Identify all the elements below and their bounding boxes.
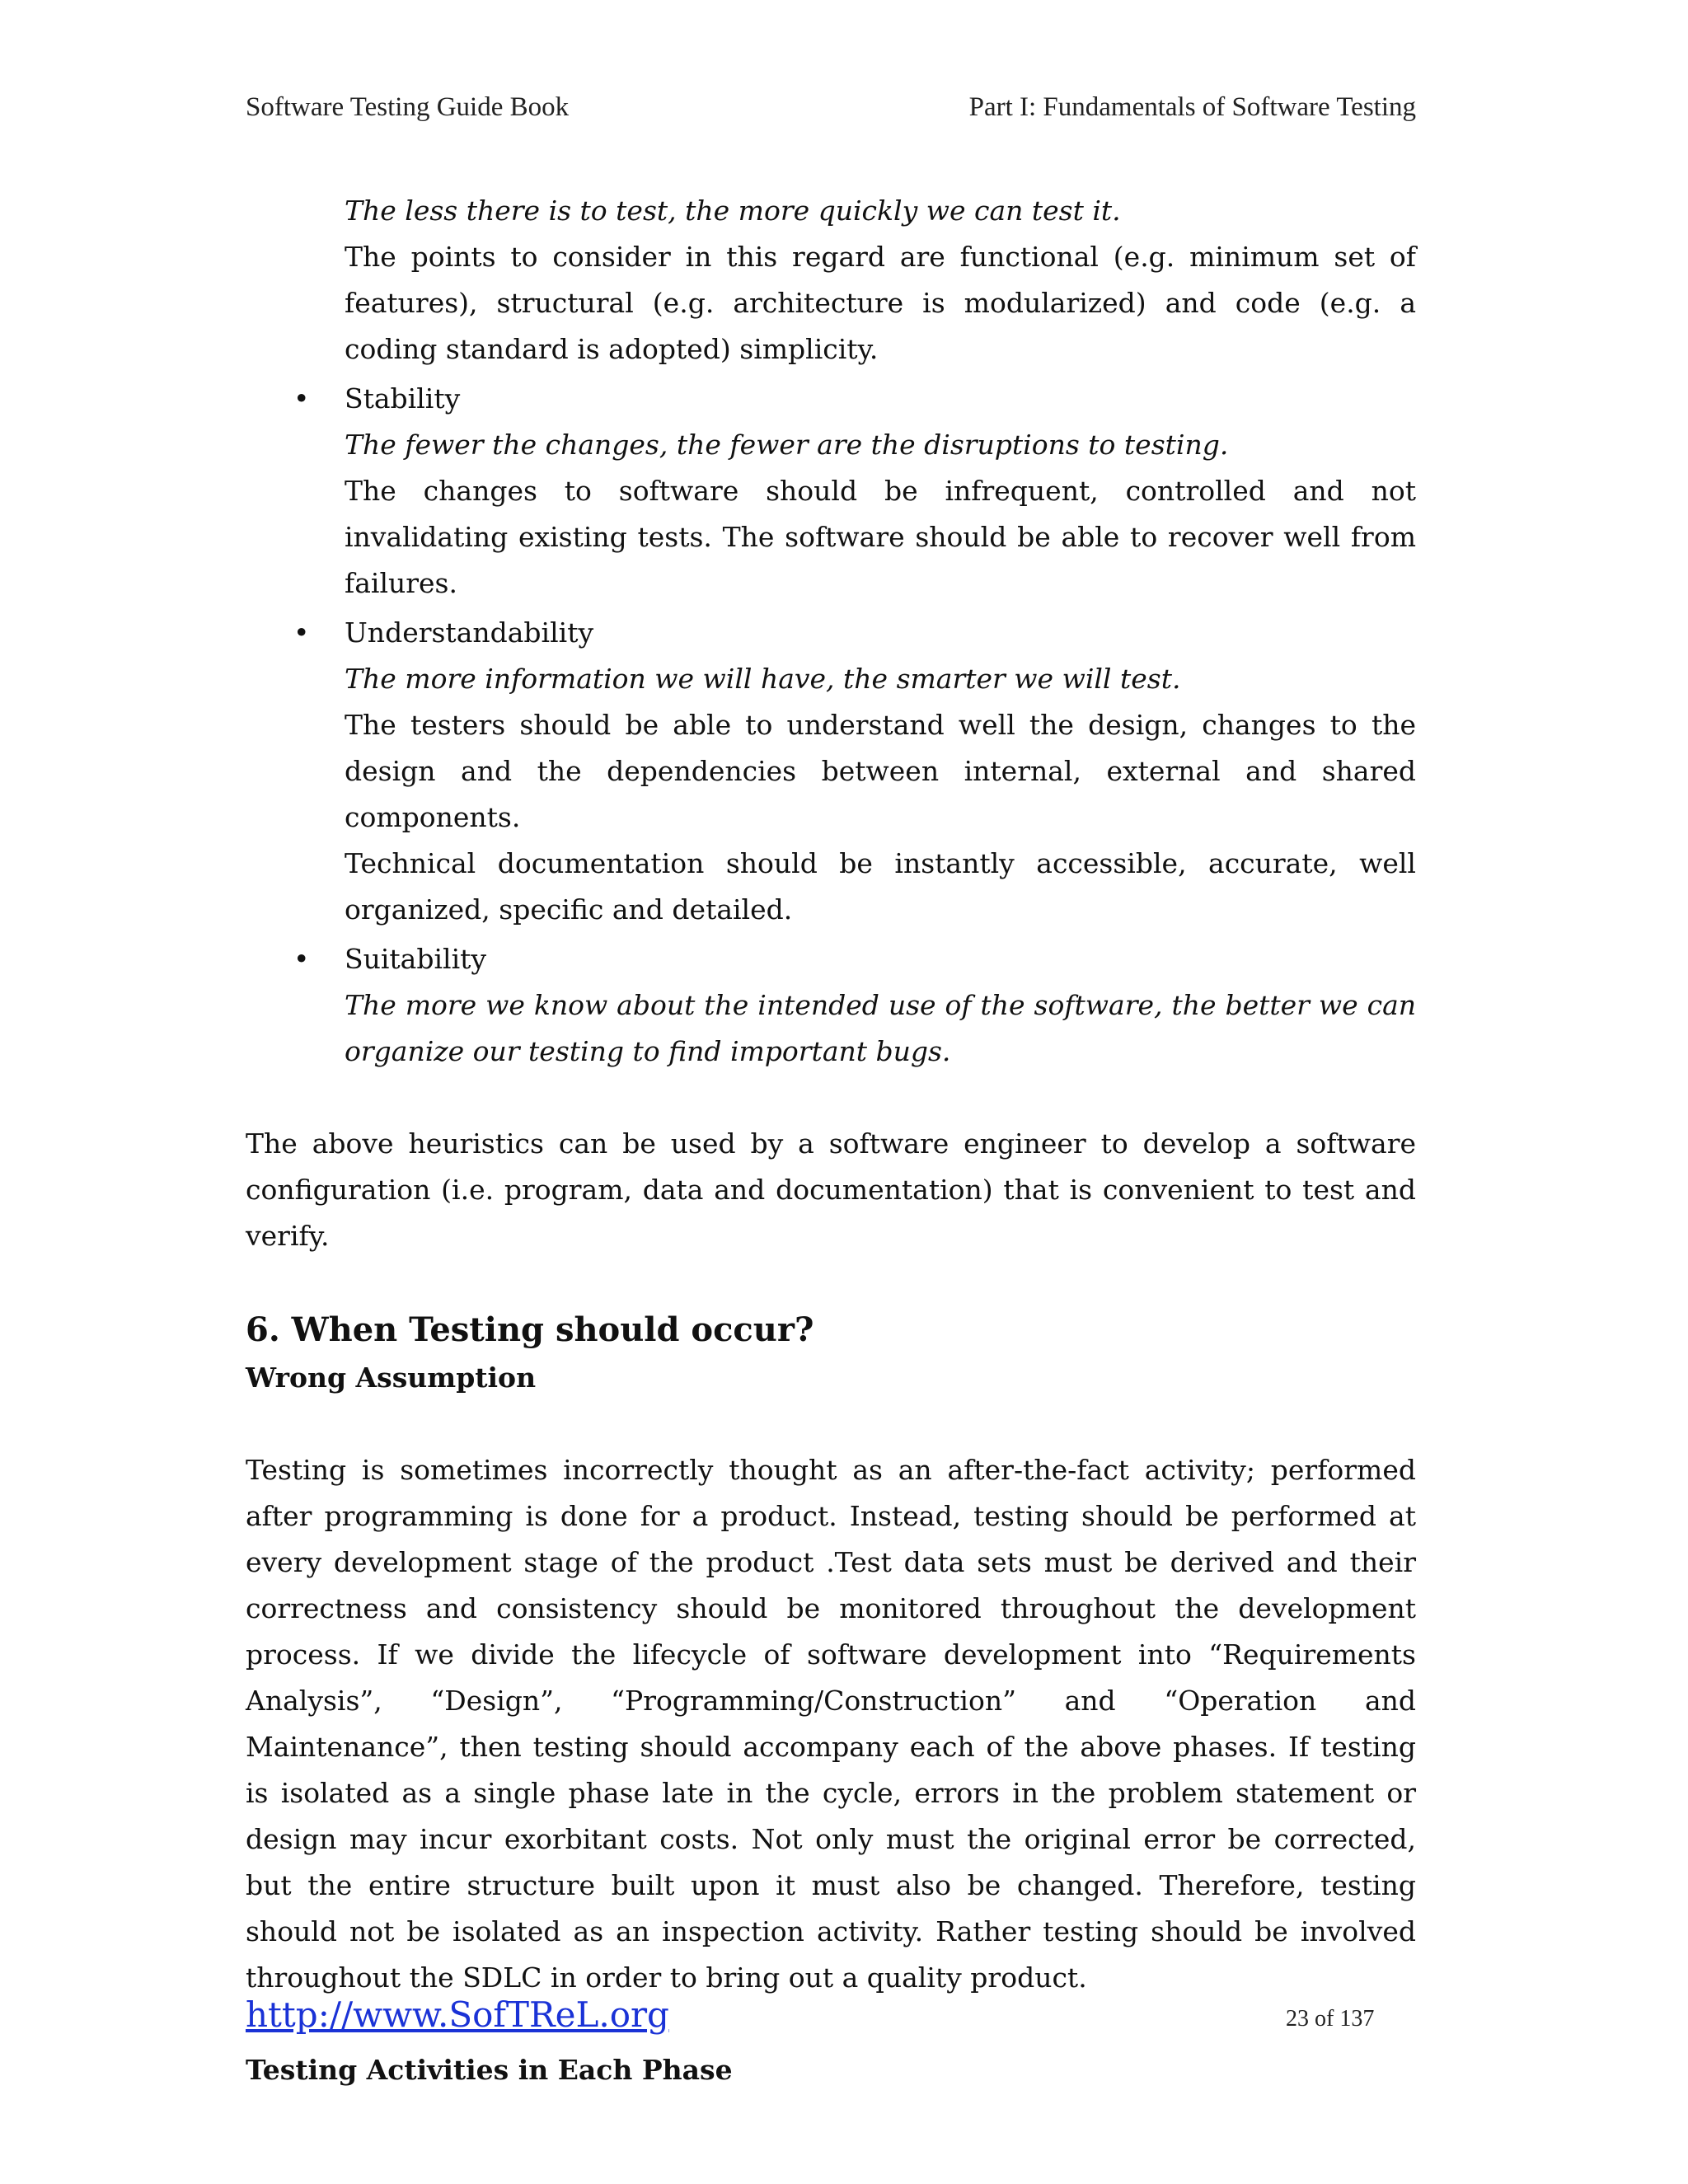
bullet-paragraph: The testers should be able to understand well the design, changes to the design and the dependencies between internal, external and shared components. [345, 709, 1416, 833]
header-book-title: Software Testing Guide Book [246, 92, 570, 122]
list-item-suitability [246, 936, 1416, 1075]
section-heading: 6. When Testing should occur? [246, 1310, 814, 1349]
page-content [246, 188, 1416, 2093]
list-item-stability [246, 376, 1416, 607]
heuristics-paragraph: The above heuristics can be used by a software engineer to develop a software configuration (i.e. program, data and documentation) that is convenient to test and verify. [246, 1127, 1416, 1252]
spacer [246, 1259, 1416, 1305]
header-part-title: Part I: Fundamentals of Software Testing [968, 92, 1416, 122]
spacer [246, 1401, 1416, 1447]
footer-website-link[interactable]: http://www.SofTReL.org [246, 1994, 669, 2035]
section-subheading: Wrong Assumption [246, 1361, 537, 1394]
simplicity-text: The points to consider in this regard are functional (e.g. minimum set of features), structural (e.g. architecture is modularized) and code (e.g. a coding standard is adopted) simplicity. [345, 241, 1416, 365]
section-subheading-2: Testing Activities in Each Phase [246, 2054, 733, 2086]
bullet-paragraph: Technical documentation should be instantly accessible, accurate, well organized, specific and detailed. [345, 847, 1416, 926]
page-number: 23 of 137 [1286, 2006, 1375, 2032]
simplicity-quote: The less there is to test, the more quickly we can test it. [345, 194, 1121, 227]
section-paragraph: Testing is sometimes incorrectly thought as an after-the-fact activity; performed after programming is done for a product. Instead, testing should be performed at every development stage of the product .Test data sets must be derived and their correctness and consistency should be monitored throughout the development process. If we divide the lifecycle of software development into “Requirements Analysis”, “Design”, “Programming/Construction” and “Operation and Maintenance”, then testing should accompany each of the above phases. If testing is isolated as a single phase late in the cycle, errors in the problem statement or design may incur exorbitant costs. Not only must the original error be corrected, but the entire structure built upon it must also be changed. Therefore, testing should not be isolated as an inspection activity. Rather testing should be involved throughout the SDLC in order to bring out a quality product. [246, 1454, 1416, 1994]
bullet-title: Understandability [345, 616, 594, 649]
bullet-icon: • [293, 943, 310, 975]
bullet-paragraph: The changes to software should be infrequent, controlled and not invalidating existing tests. The software should be able to recover well from failures. [345, 475, 1416, 599]
spacer [246, 1075, 1416, 1121]
bullet-quote: The more we know about the intended use of the software, the better we can organize our testing to find important bugs. [345, 989, 1416, 1067]
bullet-icon: • [293, 382, 310, 415]
list-item-understandability [246, 610, 1416, 933]
bullet-quote: The more information we will have, the smarter we will test. [345, 663, 1181, 695]
bullet-quote: The fewer the changes, the fewer are the disruptions to testing. [345, 429, 1229, 461]
bullet-icon: • [293, 616, 310, 649]
bullet-title: Stability [345, 382, 461, 415]
bullet-title: Suitability [345, 943, 487, 975]
running-header [246, 92, 1416, 134]
